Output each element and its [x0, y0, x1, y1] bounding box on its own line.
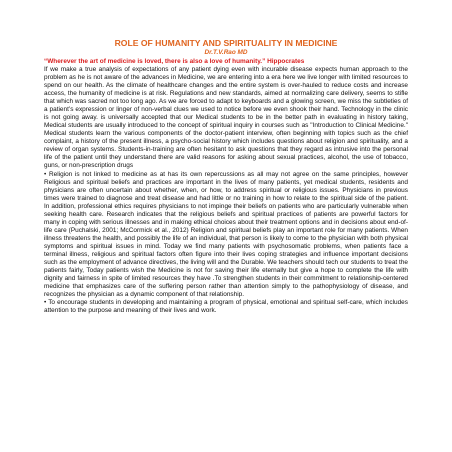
body-paragraph: If we make a true analysis of expectations of any patient dying even with incurable disease expects human approach to the problem as he is not aware of the advances in Medicine, we are entering into a era here we live longer with limited resources to spend on our health. As the climate of healthcare changes and the entire system is over-hauled to reduce costs and increase access, the humanity of medicine is at risk. Regulations and new standards, aimed at normalizing care delivery, seems to stifle that which was sacred not too long ago. As we are forced to adapt to keyboards and a glowing screen, we miss the subtleties of a patient’s expression or linger of non-verbal clues we used to notice before we even shook their hand. Technology in the clinic is not going away. is universally accepted that our Medical students to be in the better path in evaluating in history taking, Medical students are usually introduced to the concept of spiritual inquiry in courses such as "Introduction to Clinical Medicine." Medical students learn the various components of the doctor-patient interview, often beginning with topics such as the chief complaint, a history of the present illness, a psycho-social history which includes questions about religion and spirituality, and a review of organ systems. Students-in-training are often hesitant to ask questions that they regard as intrusive into the personal life of the patient until they understand there are valid reasons for asking about sexual practices, alcohol, the use of tobacco, guns, or non-prescription drugs — [44, 65, 408, 170]
body-paragraph: • Religion is not linked to medicine as at has its own repercussions as all may not agree on the same principles, however Religious and spiritual beliefs and practices are important in the lives of many patients, yet medical students, residents and physicians are often uncertain about whether, when, or how, to address spiritual or religious issues. Physicians in previous times were trained to diagnose and treat disease and had little or no training in how to relate to the spiritual side of the patient. In addition, professional ethics requires physicians to not impinge their beliefs on patients who are particularly vulnerable when seeking health care. Research indicates that the religious beliefs and spiritual practices of patients are powerful factors for many in coping with serious illnesses and in making ethical choices about their treatment options and in decisions about end-of-life care (Puchalski, 2001; McCormick et al., 2012) Religion and spiritual beliefs play an important role for many patients. When illness threatens the health, and possibly the life of an individual, that person is likely to come to the physician with both physical symptoms and spiritual issues in mind. Today we find many patients with psychosomatic problems, when patients face a terminal illness, religious and spiritual factors often figure into their lives coping strategies and influence important decisions such as the employment of advance directives, the living will and the Durable. We teachers should tech our students to treat the patients fairly, Today patients wish the Medicine is not for saving their life eternally but give a hope to complete the life with dignity and fairness in spite of limited resources they have .To strengthen students in their commitment to relationship-centered medicine that emphasizes care of the suffering person rather than attention simply to the pathophysiology of disease, and recognizes the physician as a dynamic component of that relationship. — [44, 170, 408, 299]
document-title: ROLE OF HUMANITY AND SPIRITUALITY IN MEDICINE — [114, 38, 338, 48]
document-body — [44, 66, 408, 315]
epigraph-quote: “Wherever the art of medicine is loved, there is also a love of humanity.” Hippocrates — [44, 57, 305, 65]
document-author: Dr.T.V.Rao MD — [204, 49, 248, 56]
body-paragraph: • To encourage students in developing and maintaining a program of physical, emotional and spiritual self-care, which includes attention to the purpose and meaning of their lives and work. — [44, 299, 408, 315]
